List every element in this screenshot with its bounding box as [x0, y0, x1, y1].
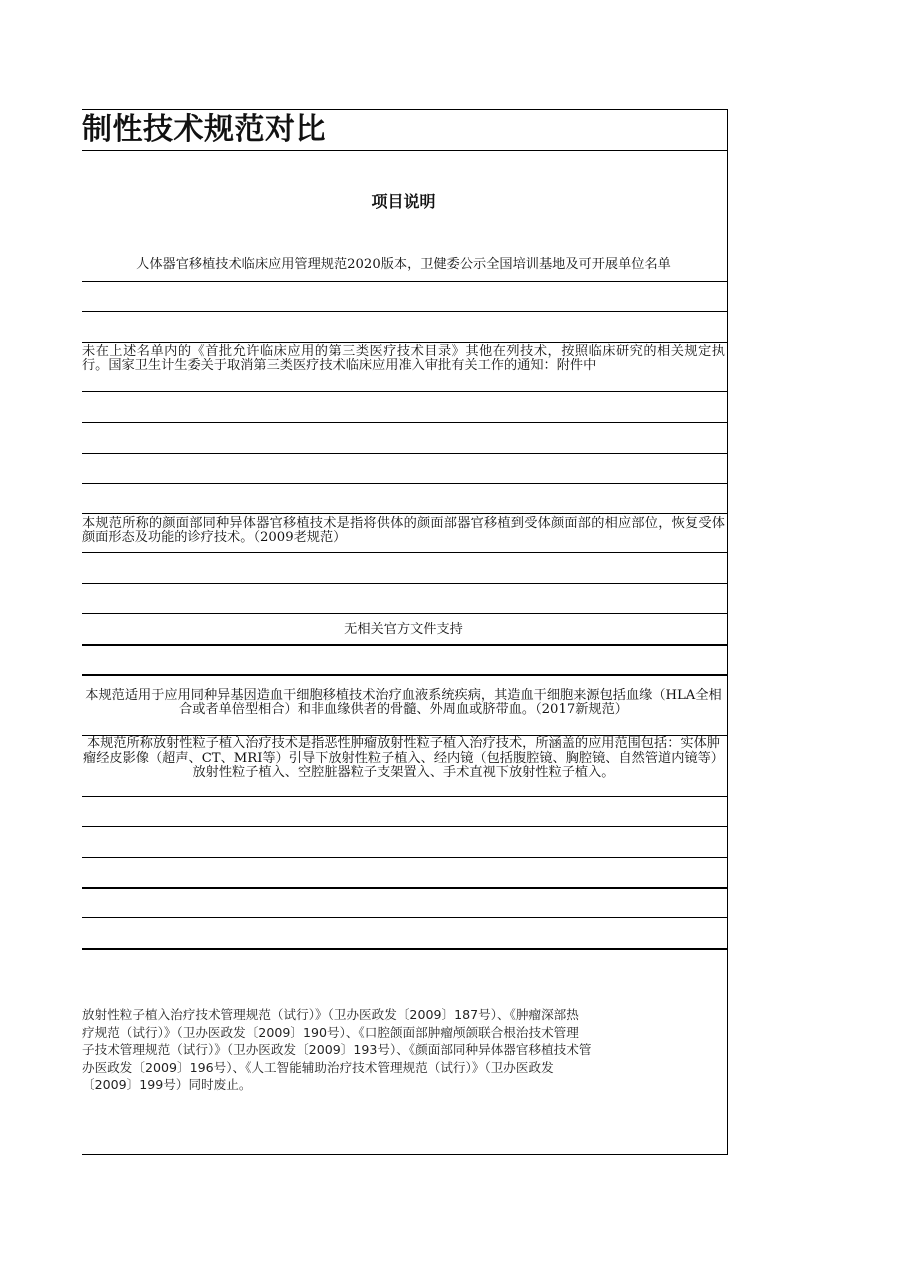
grid-line	[82, 826, 727, 827]
grid-line	[82, 342, 727, 343]
grid-line	[82, 311, 727, 312]
table-cell-no-document: 无相关官方文件支持	[344, 622, 463, 637]
table-cell-third-class-tech: 未在上述名单内的《首批允许临床应用的第三类医疗技术目录》其他在列技术，按照临床研究的相关规定执行。国家卫生计生委关于取消第三类医疗技术临床应用准入审批有关工作的通知：附件中	[82, 344, 725, 373]
grid-line	[82, 483, 727, 484]
grid-line	[82, 796, 727, 797]
grid-line	[82, 109, 727, 110]
grid-line	[82, 583, 727, 584]
grid-line	[82, 453, 727, 454]
grid-line	[82, 150, 727, 151]
grid-line	[82, 1154, 727, 1155]
column-header: 项目说明	[371, 192, 436, 211]
table-cell-transplant: 人体器官移植技术临床应用管理规范2020版本，卫健委公示全国培训基地及可开展单位名单	[136, 257, 671, 272]
abolished-regulations-note: 放射性粒子植入治疗技术管理规范（试行）》（卫办医政发〔2009〕187号）、《肿瘤深部热 疗规范（试行）》（卫办医政发〔2009〕190号）、《口腔颌面部肿瘤颅颌联合根治技术管理 子技术管理规范（试行）》（卫办医政发〔2009〕193号）、《颜面部同种异体器官移植技术管 办医政发〔2009〕196号）、《人工智能辅助治疗技术管理规范（试行）》（卫办医政发 〔2009〕199号）同时废止。	[82, 1007, 592, 1092]
grid-line	[82, 613, 727, 614]
grid-line	[82, 422, 727, 423]
grid-line	[82, 552, 727, 553]
spreadsheet-page	[82, 109, 728, 1155]
table-cell-radioactive-seed: 本规范所称放射性粒子植入治疗技术是指恶性肿瘤放射性粒子植入治疗技术，所涵盖的应用范围包括：实体肿瘤经皮影像（超声、CT、MRI等）引导下放射性粒子植入、经内镜（包括腹腔镜、胸腔镜、自然管道内镜等）放射性粒子植入、空腔脏器粒子支架置入、手术直视下放射性粒子植入。	[83, 736, 724, 780]
grid-line	[82, 948, 727, 950]
table-cell-face-transplant: 本规范所称的颜面部同种异体器官移植技术是指将供体的颜面部器官移植到受体颜面部的相应部位，恢复受体颜面形态及功能的诊疗技术。（2009老规范）	[82, 516, 725, 545]
grid-line	[82, 857, 727, 858]
grid-line	[82, 281, 727, 282]
grid-line	[82, 513, 727, 514]
grid-line	[82, 674, 727, 676]
grid-line	[82, 644, 727, 646]
grid-line	[82, 917, 727, 918]
table-cell-stem-cell: 本规范适用于应用同种异基因造血干细胞移植技术治疗血液系统疾病，其造血干细胞来源包括血缘（HLA全相合或者单倍型相合）和非血缘供者的骨髓、外周血或脐带血。（2017新规范）	[85, 688, 722, 717]
grid-line	[82, 887, 727, 889]
page-title: 制性技术规范对比	[82, 112, 326, 147]
grid-line	[82, 391, 727, 392]
